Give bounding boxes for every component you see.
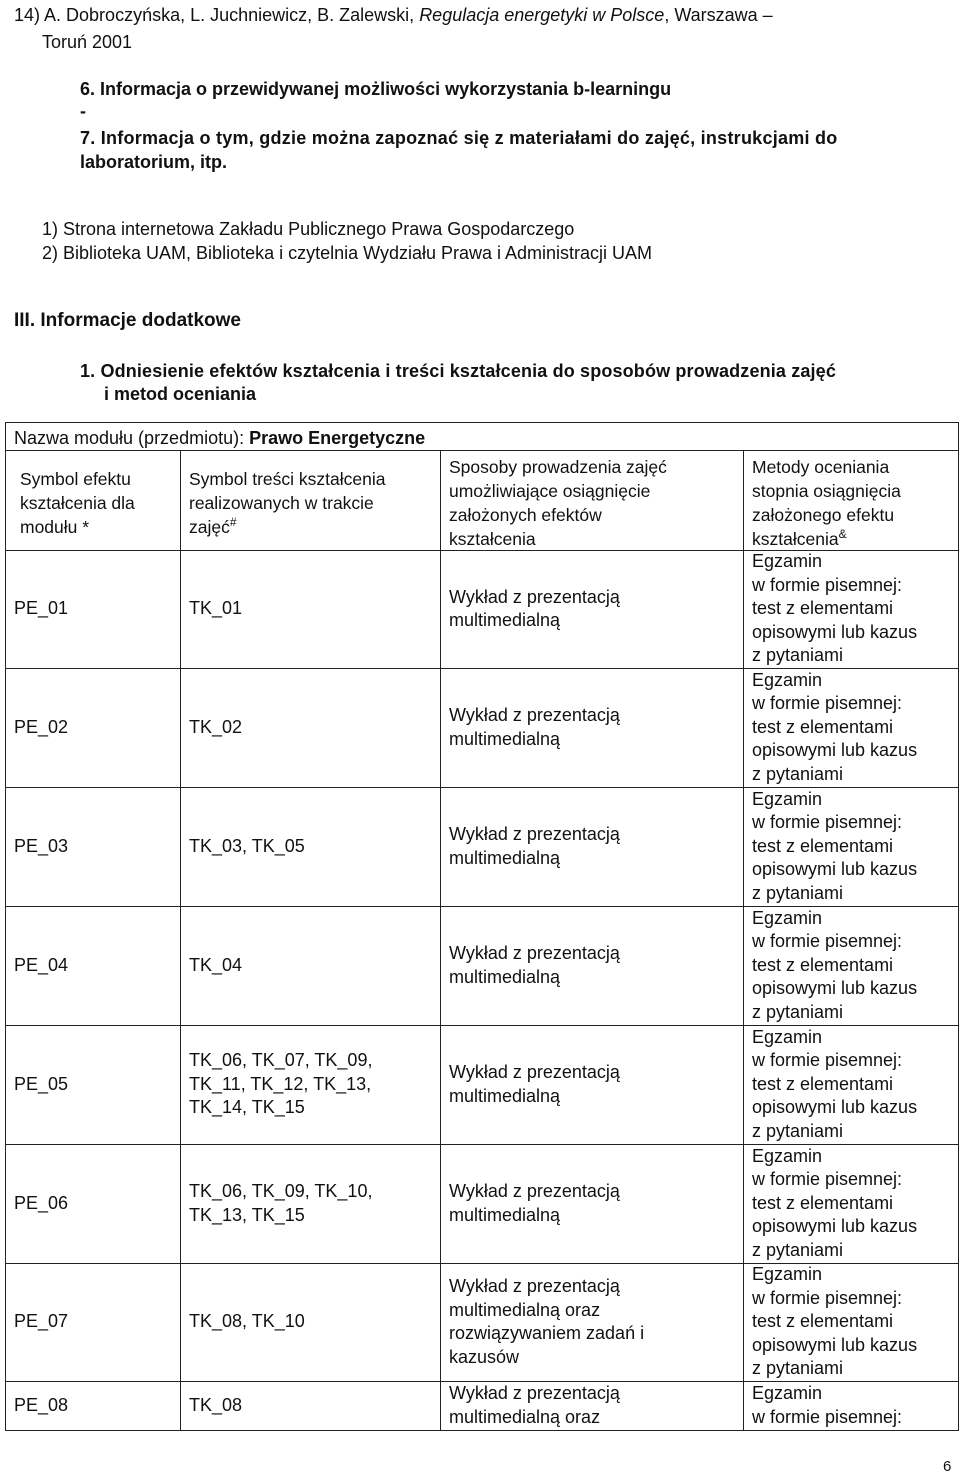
header-effect-symbol-line: modułu * [20, 517, 90, 537]
effect-symbol-cell [14, 1025, 68, 1144]
assessment-method-cell-line: Egzamin [752, 669, 823, 690]
teaching-method-cell-line: Wykład z prezentacją [449, 1276, 620, 1296]
content-symbol-cell [189, 1025, 372, 1144]
content-symbol-cell-line: TK_06, TK_09, TK_10, [189, 1181, 373, 1201]
content-symbol-cell-line: TK_02 [189, 716, 243, 737]
section-3-subheading-line-1: 1. Odniesienie efektów kształcenia i treści kształcenia do sposobów prowadzenia zajęć [80, 361, 837, 381]
assessment-method-cell-line: w formie pisemnej: [752, 812, 903, 833]
table-border-left [5, 422, 6, 1431]
section-7-heading-line-1: 7. Informacja o tym, gdzie można zapoznać się z materiałami do zajęć, instrukcjami do [80, 128, 838, 148]
header-effect-symbol-line: Symbol efektu [20, 469, 131, 489]
section-3-subheading-line-2: i metod oceniania [104, 384, 257, 404]
header-assessment-methods-line: kształcenia& [752, 527, 847, 549]
assessment-method-cell-line: opisowymi lub kazus [752, 978, 918, 999]
effect-symbol-cell-line: PE_03 [14, 835, 69, 856]
effect-symbol-cell-line: PE_01 [14, 598, 69, 619]
reference-title: Regulacja energetyki w Polsce [419, 5, 665, 25]
assessment-method-cell-line: z pytaniami [752, 1239, 844, 1260]
table-column-divider [440, 450, 441, 1430]
content-symbol-cell-line: TK_04 [189, 954, 243, 975]
assessment-method-cell-line: w formie pisemnej: [752, 931, 903, 952]
effect-symbol-cell-line: PE_07 [14, 1311, 69, 1332]
section-3-heading: III. Informacje dodatkowe [14, 310, 241, 331]
assessment-method-cell-line: opisowymi lub kazus [752, 1097, 918, 1118]
teaching-method-cell-line: rozwiązywaniem zadań i [449, 1323, 645, 1343]
effect-symbol-cell-line: PE_06 [14, 1192, 69, 1213]
table-border-right [958, 422, 959, 1431]
assessment-method-cell-line: z pytaniami [752, 1001, 844, 1022]
assessment-method-cell-line: test z elementami [752, 954, 894, 975]
assessment-method-cell-line: Egzamin [752, 1264, 823, 1285]
assessment-method-cell-line: w formie pisemnej: [752, 693, 903, 714]
teaching-method-cell-line: multimedialną oraz [449, 1299, 601, 1320]
content-symbol-cell-line: TK_06, TK_07, TK_09, [189, 1050, 373, 1071]
content-symbol-cell-line: TK_14, TK_15 [189, 1097, 305, 1118]
content-symbol-cell [189, 1144, 372, 1263]
effect-symbol-cell-line: PE_08 [14, 1394, 69, 1415]
teaching-method-cell-line: Wykład z prezentacją [449, 1062, 620, 1082]
table-column-divider [180, 450, 181, 1430]
header-effect-symbol [20, 467, 135, 539]
header-assessment-methods-line: stopnia osiągnięcia [752, 481, 901, 501]
effect-symbol-cell-line: PE_02 [14, 716, 69, 737]
footnote-marker: & [838, 527, 847, 542]
assessment-method-cell-line: Egzamin [752, 907, 823, 928]
section-7-item-2: 2) Biblioteka UAM, Biblioteka i czytelnia Wydziału Prawa i Administracji UAM [42, 243, 653, 263]
section-7-item-1: 1) Strona internetowa Zakładu Publicznego Prawa Gospodarczego [42, 219, 575, 239]
assessment-method-cell [752, 787, 917, 906]
assessment-method-cell-line: test z elementami [752, 1073, 894, 1094]
teaching-method-cell-line: Wykład z prezentacją [449, 1383, 620, 1403]
reference-line-2: Toruń 2001 [42, 32, 133, 52]
teaching-method-cell [449, 1025, 620, 1144]
assessment-method-cell-line: Egzamin [752, 551, 823, 572]
assessment-method-cell-line: test z elementami [752, 1311, 894, 1332]
header-teaching-methods-line: założonych efektów [449, 505, 602, 525]
module-name-label: Nazwa modułu (przedmiotu): [14, 428, 245, 448]
reference-authors: A. Dobroczyńska, L. Juchniewicz, B. Zalewski, [44, 5, 415, 25]
reference-line-1 [14, 4, 773, 27]
header-effect-symbol-line: kształcenia dla [20, 493, 135, 513]
assessment-method-cell-line: opisowymi lub kazus [752, 1216, 918, 1237]
table-border-top [5, 422, 959, 423]
teaching-method-cell-line: multimedialną [449, 610, 561, 630]
teaching-method-cell [449, 668, 620, 787]
assessment-method-cell [752, 550, 917, 668]
teaching-method-cell [449, 1144, 620, 1263]
content-symbol-cell [189, 550, 242, 668]
teaching-method-cell [449, 906, 620, 1025]
header-teaching-methods-line: kształcenia [449, 529, 536, 549]
footnote-marker: # [229, 515, 237, 530]
teaching-method-cell-line: multimedialną [449, 1204, 561, 1225]
assessment-method-cell [752, 1025, 917, 1144]
teaching-method-cell [449, 550, 620, 668]
assessment-method-cell [752, 1381, 902, 1430]
assessment-method-cell-line: z pytaniami [752, 882, 844, 903]
module-name-row [14, 427, 425, 451]
assessment-method-cell [752, 1263, 917, 1381]
table-divider [5, 450, 959, 451]
assessment-method-cell-line: w formie pisemnej: [752, 574, 903, 595]
page-number: 6 [943, 1458, 952, 1475]
effect-symbol-cell-line: PE_04 [14, 954, 69, 975]
content-symbol-cell [189, 1263, 305, 1381]
content-symbol-cell-line: TK_01 [189, 598, 243, 619]
effect-symbol-cell [14, 906, 68, 1025]
teaching-method-cell-line: Wykład z prezentacją [449, 705, 620, 725]
header-teaching-methods [449, 455, 667, 551]
header-content-symbol [189, 467, 385, 539]
content-symbol-cell-line: TK_03, TK_05 [189, 835, 305, 856]
teaching-method-cell-line: multimedialną oraz [449, 1406, 601, 1427]
header-assessment-methods-line: założonego efektu [752, 505, 895, 525]
assessment-method-cell [752, 1144, 917, 1263]
header-teaching-methods-line: Sposoby prowadzenia zajęć [449, 457, 667, 477]
assessment-method-cell-line: w formie pisemnej: [752, 1050, 903, 1071]
assessment-method-cell-line: z pytaniami [752, 763, 844, 784]
header-assessment-methods-line: Metody oceniania [752, 457, 890, 477]
effect-symbol-cell [14, 1263, 68, 1381]
module-name-value: Prawo Energetyczne [249, 428, 426, 448]
teaching-method-cell-line: multimedialną [449, 1085, 561, 1106]
assessment-method-cell [752, 906, 917, 1025]
assessment-method-cell-line: z pytaniami [752, 1120, 844, 1141]
content-symbol-cell [189, 1381, 242, 1430]
assessment-method-cell-line: opisowymi lub kazus [752, 740, 918, 761]
teaching-method-cell-line: Wykład z prezentacją [449, 586, 620, 607]
content-symbol-cell [189, 668, 242, 787]
effect-symbol-cell [14, 550, 68, 668]
assessment-method-cell-line: test z elementami [752, 716, 894, 737]
header-content-symbol-line: realizowanych w trakcie [189, 493, 374, 513]
assessment-method-cell-line: z pytaniami [752, 645, 844, 666]
header-assessment-methods [752, 455, 901, 551]
assessment-method-cell-line: opisowymi lub kazus [752, 1334, 918, 1355]
teaching-method-cell [449, 787, 620, 906]
section-6-content: - [80, 101, 86, 121]
assessment-method-cell-line: w formie pisemnej: [752, 1169, 903, 1190]
assessment-method-cell-line: opisowymi lub kazus [752, 621, 918, 642]
teaching-method-cell-line: multimedialną [449, 847, 561, 868]
teaching-method-cell [449, 1381, 620, 1430]
content-symbol-cell [189, 787, 305, 906]
teaching-method-cell-line: Wykład z prezentacją [449, 824, 620, 844]
content-symbol-cell-line: TK_11, TK_12, TK_13, [189, 1073, 372, 1094]
content-symbol-cell-line: TK_13, TK_15 [189, 1204, 305, 1225]
teaching-method-cell-line: multimedialną [449, 966, 561, 987]
table-column-divider [743, 450, 744, 1430]
teaching-method-cell-line: multimedialną [449, 728, 561, 749]
teaching-method-cell-line: Wykład z prezentacją [449, 1181, 620, 1201]
reference-number: 14) [14, 5, 41, 25]
section-7-heading-line-2: laboratorium, itp. [80, 152, 228, 172]
table-border-bottom [5, 1430, 959, 1431]
effect-symbol-cell [14, 1144, 68, 1263]
assessment-method-cell-line: w formie pisemnej: [752, 1287, 903, 1308]
assessment-method-cell-line: opisowymi lub kazus [752, 859, 918, 880]
teaching-method-cell-line: kazusów [449, 1346, 520, 1367]
content-symbol-cell [189, 906, 242, 1025]
content-symbol-cell-line: TK_08 [189, 1394, 243, 1415]
header-content-symbol-line: zajęć# [189, 515, 237, 537]
effect-symbol-cell [14, 668, 68, 787]
assessment-method-cell-line: Egzamin [752, 1383, 823, 1403]
header-content-symbol-line: Symbol treści kształcenia [189, 469, 386, 489]
assessment-method-cell-line: Egzamin [752, 788, 823, 809]
assessment-method-cell-line: test z elementami [752, 598, 894, 619]
assessment-method-cell [752, 668, 917, 787]
teaching-method-cell [449, 1263, 644, 1381]
header-teaching-methods-line: umożliwiające osiągnięcie [449, 481, 651, 501]
effect-symbol-cell [14, 787, 68, 906]
effect-symbol-cell [14, 1381, 68, 1430]
assessment-method-cell-line: z pytaniami [752, 1358, 844, 1379]
teaching-method-cell-line: Wykład z prezentacją [449, 943, 620, 963]
assessment-method-cell-line: w formie pisemnej: [752, 1406, 903, 1427]
effect-symbol-cell-line: PE_05 [14, 1073, 69, 1094]
assessment-method-cell-line: test z elementami [752, 1192, 894, 1213]
assessment-method-cell-line: test z elementami [752, 835, 894, 856]
content-symbol-cell-line: TK_08, TK_10 [189, 1311, 305, 1332]
assessment-method-cell-line: Egzamin [752, 1145, 823, 1166]
section-6-heading: 6. Informacja o przewidywanej możliwości wykorzystania b-learningu [80, 79, 672, 99]
reference-place: , Warszawa – [664, 5, 773, 25]
assessment-method-cell-line: Egzamin [752, 1026, 823, 1047]
